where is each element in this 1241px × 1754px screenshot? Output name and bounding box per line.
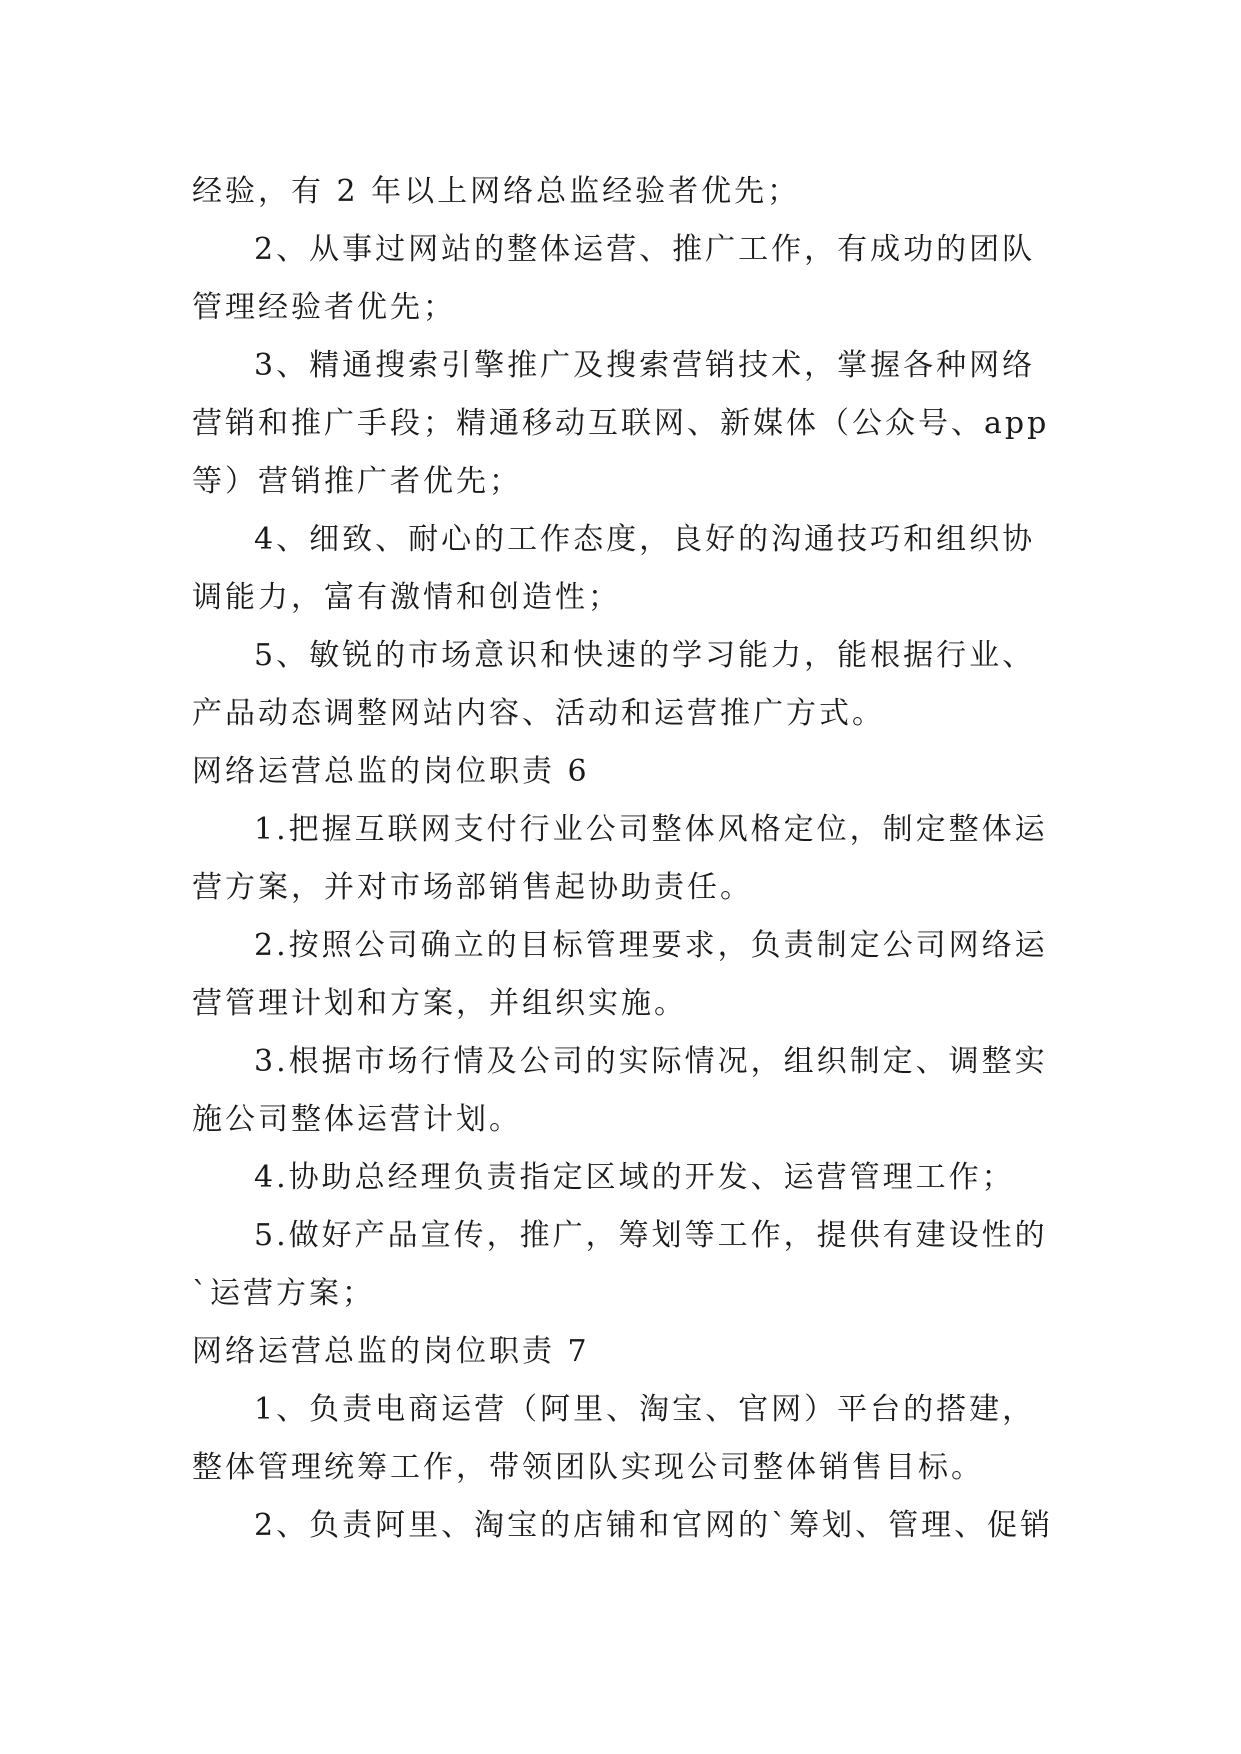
text-line: 营方案，并对市场部销售起协助责任。	[192, 870, 753, 905]
text-line: 网络运营总监的岗位职责 6	[192, 754, 590, 789]
text-line: `运营方案；	[192, 1276, 375, 1311]
document-body	[192, 163, 1052, 1555]
text-line: 2、从事过网站的整体运营、推广工作，有成功的团队	[254, 232, 1036, 267]
text-line: 营销和推广手段；精通移动互联网、新媒体（公众号、app	[192, 406, 1050, 441]
text-line: 等）营销推广者优先；	[192, 464, 522, 499]
text-line: 2.按照公司确立的目标管理要求，负责制定公司网络运	[254, 928, 1048, 963]
text-line: 1.把握互联网支付行业公司整体风格定位，制定整体运	[254, 812, 1048, 847]
text-line: 5、敏锐的市场意识和快速的学习能力，能根据行业、	[254, 638, 1036, 673]
text-line: 施公司整体运营计划。	[192, 1102, 522, 1137]
text-line: 2、负责阿里、淘宝的店铺和官网的`筹划、管理、促销	[254, 1508, 1054, 1543]
text-line: 网络运营总监的岗位职责 7	[192, 1334, 590, 1369]
text-line: 4、细致、耐心的工作态度，良好的沟通技巧和组织协	[254, 522, 1036, 557]
text-line: 3、精通搜索引擎推广及搜索营销技术，掌握各种网络	[254, 348, 1036, 383]
text-line: 整体管理统筹工作，带领团队实现公司整体销售目标。	[192, 1450, 984, 1485]
text-line: 产品动态调整网站内容、活动和运营推广方式。	[192, 696, 885, 731]
text-line: 1、负责电商运营（阿里、淘宝、官网）平台的搭建，	[254, 1392, 1036, 1427]
text-line: 经验，有 2 年以上网络总监经验者优先；	[192, 174, 801, 209]
text-line: 调能力，富有激情和创造性；	[192, 580, 621, 615]
text-line: 4.协助总经理负责指定区域的开发、运营管理工作；	[254, 1160, 1015, 1195]
text-line: 3.根据市场行情及公司的实际情况，组织制定、调整实	[254, 1044, 1048, 1079]
text-line: 管理经验者优先；	[192, 290, 456, 325]
text-line: 营管理计划和方案，并组织实施。	[192, 986, 687, 1021]
text-line: 5.做好产品宣传，推广，筹划等工作，提供有建设性的	[254, 1218, 1048, 1253]
